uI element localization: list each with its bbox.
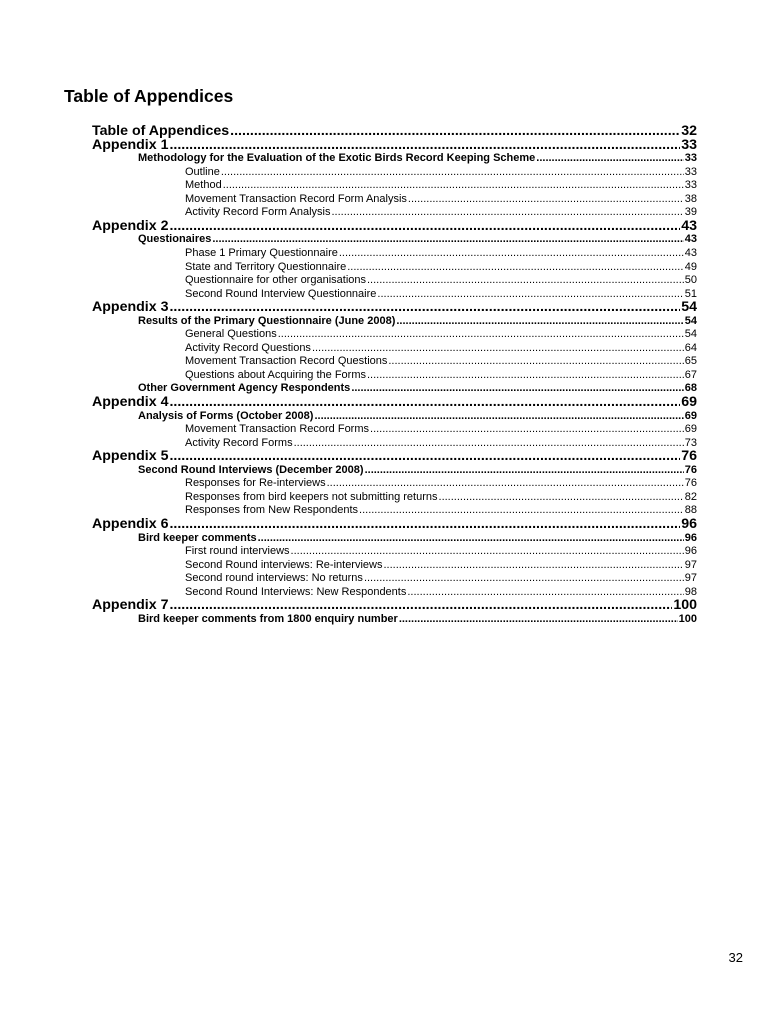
toc-entry-title: Table of Appendices [92, 123, 230, 139]
toc-entry-title: Appendix 7 [92, 597, 169, 614]
toc-entry-title: Phase 1 Primary Questionnaire [185, 246, 338, 259]
toc-entry-title: Method [185, 179, 222, 192]
toc-entry-title: Methodology for the Evaluation of the Exotic Birds Record Keeping Scheme [138, 152, 536, 165]
toc-entry-title: Second round interviews: No returns [185, 572, 363, 585]
toc-entry[interactable] [92, 218, 697, 234]
toc-entry-title: Outline [185, 165, 220, 178]
toc-entry[interactable] [138, 233, 697, 246]
toc-entry[interactable] [185, 545, 697, 558]
toc-entry-page: 69 [684, 409, 697, 422]
toc-dot-leader [278, 328, 684, 341]
toc-dot-leader [365, 464, 684, 477]
toc-entry-title: Responses from New Respondents [185, 504, 359, 517]
toc-entry-title: Second Round Interview Questionnaire [185, 287, 377, 300]
toc-entry[interactable] [138, 532, 697, 545]
toc-entry-page: 73 [684, 436, 697, 449]
toc-dot-leader [339, 247, 684, 260]
toc-entry-title: Movement Transaction Record Form Analysis [185, 192, 407, 205]
toc-dot-leader [364, 572, 684, 585]
toc-entry-title: Activity Record Form Analysis [185, 206, 331, 219]
toc-entry[interactable] [92, 597, 697, 613]
toc-entry[interactable] [138, 152, 697, 165]
toc-dot-leader [367, 274, 684, 287]
toc-dot-leader [169, 137, 680, 153]
toc-entry-title: Bird keeper comments from 1800 enquiry number [138, 612, 398, 625]
toc-dot-leader [169, 448, 680, 464]
toc-entry-page: 54 [684, 314, 697, 327]
toc-entry[interactable] [92, 299, 697, 315]
toc-entry-page: 96 [684, 531, 697, 544]
toc-entry-page: 76 [684, 477, 697, 490]
toc-entry[interactable] [185, 247, 697, 260]
toc-entry-title: Questionaires [138, 233, 212, 246]
toc-dot-leader [212, 233, 683, 246]
toc-entry[interactable] [185, 423, 697, 436]
toc-dot-leader [258, 532, 684, 545]
toc-entry[interactable] [185, 355, 697, 368]
toc-entry-title: Second Round Interviews (December 2008) [138, 463, 364, 476]
toc-dot-leader [370, 423, 684, 436]
toc-entry-page: 96 [684, 545, 697, 558]
toc-entry[interactable] [185, 369, 697, 382]
toc-entry[interactable] [138, 464, 697, 477]
toc-entry-title: Analysis of Forms (October 2008) [138, 409, 314, 422]
toc-entry-page: 51 [684, 287, 697, 300]
toc-entry-page: 67 [684, 368, 697, 381]
toc-dot-leader [347, 261, 684, 274]
toc-dot-leader [399, 613, 678, 626]
toc-entry-page: 54 [681, 299, 697, 316]
toc-entry-page: 33 [684, 165, 697, 178]
toc-entry-page: 96 [681, 515, 697, 532]
toc-entry-page: 49 [684, 260, 697, 273]
toc-dot-leader [169, 597, 672, 613]
toc-entry-page: 64 [684, 341, 697, 354]
toc-entry-title: General Questions [185, 328, 277, 341]
toc-entry-title: Appendix 2 [92, 217, 169, 234]
page-title: Table of Appendices [64, 86, 234, 106]
toc-entry-page: 88 [684, 504, 697, 517]
toc-entry-page: 76 [684, 463, 697, 476]
toc-entry[interactable] [185, 491, 697, 504]
toc-dot-leader [536, 152, 683, 165]
toc-dot-leader [388, 355, 683, 368]
toc-entry-page: 43 [684, 233, 697, 246]
toc-dot-leader [314, 410, 683, 423]
toc-dot-leader [396, 315, 683, 328]
toc-entry-title: Second Round Interviews: New Respondents [185, 585, 407, 598]
toc-entry-page: 97 [684, 558, 697, 571]
toc-entry-title: Other Government Agency Respondents [138, 382, 351, 395]
toc-dot-leader [327, 477, 684, 490]
toc-entry-title: Appendix 3 [92, 299, 169, 316]
toc-entry[interactable] [185, 328, 697, 341]
toc-entry-page: 100 [678, 612, 697, 625]
toc-entry-page: 82 [684, 490, 697, 503]
toc-entry-page: 39 [684, 206, 697, 219]
toc-entry-title: Questionnaire for other organisations [185, 274, 366, 287]
page-number: 32 [728, 950, 743, 965]
toc-entry[interactable] [185, 572, 697, 585]
toc-entry[interactable] [185, 193, 697, 206]
toc-entry-title: First round interviews [185, 545, 290, 558]
toc-entry-title: Responses for Re-interviews [185, 477, 326, 490]
toc-dot-leader [439, 491, 684, 504]
toc-entry[interactable] [185, 166, 697, 179]
toc-entry[interactable] [138, 410, 697, 423]
toc-entry-page: 100 [673, 597, 697, 614]
toc-entry[interactable] [138, 613, 697, 626]
toc-entry-page: 33 [684, 179, 697, 192]
toc-dot-leader [383, 559, 683, 572]
toc-entry-title: Appendix 5 [92, 448, 169, 465]
toc-entry-title: Questions about Acquiring the Forms [185, 368, 366, 381]
toc-entry-title: Bird keeper comments [138, 531, 257, 544]
toc-entry[interactable] [185, 342, 697, 355]
toc-entry-page: 54 [684, 328, 697, 341]
toc-entry[interactable] [185, 559, 697, 572]
toc-entry-page: 38 [684, 192, 697, 205]
toc-dot-leader [312, 342, 684, 355]
toc-dot-leader [221, 166, 684, 179]
toc-entry[interactable] [185, 261, 697, 274]
toc-entry-title: State and Territory Questionnaire [185, 260, 347, 273]
toc-entry-page: 69 [681, 394, 697, 410]
toc-entry-page: 68 [684, 382, 697, 395]
toc-entry-title: Activity Record Forms [185, 436, 293, 449]
toc-entry-page: 76 [681, 448, 697, 465]
toc-entry-title: Responses from bird keepers not submitting returns [185, 490, 438, 503]
toc-entry[interactable] [92, 516, 697, 532]
toc-dot-leader [169, 516, 680, 532]
toc-entry-page: 69 [684, 423, 697, 436]
toc-entry-title: Appendix 4 [92, 394, 169, 410]
toc-entry[interactable] [92, 137, 697, 153]
toc-entry-page: 43 [681, 217, 697, 234]
toc-entry[interactable] [185, 477, 697, 490]
toc-dot-leader [169, 218, 680, 234]
toc-entry-page: 98 [684, 585, 697, 598]
toc-entry-title: Appendix 1 [92, 136, 169, 153]
toc-entry-title: Movement Transaction Record Questions [185, 355, 388, 368]
toc-entry-page: 65 [684, 355, 697, 368]
toc-entry-page: 50 [684, 274, 697, 287]
toc-entry-page: 97 [684, 572, 697, 585]
toc-entry-title: Results of the Primary Questionnaire (June 2008) [138, 314, 396, 327]
toc-entry[interactable] [185, 274, 697, 287]
toc-entry[interactable] [92, 394, 697, 410]
toc-entry-page: 33 [681, 136, 697, 153]
toc-dot-leader [367, 369, 684, 382]
toc-dot-leader [408, 193, 684, 206]
toc-dot-leader [223, 179, 684, 192]
toc-entry-title: Second Round interviews: Re-interviews [185, 558, 383, 571]
toc-entry[interactable] [92, 448, 697, 464]
toc-dot-leader [169, 394, 680, 410]
toc-entry[interactable] [138, 315, 697, 328]
toc-entry-page: 32 [681, 123, 697, 139]
toc-entry-page: 33 [684, 152, 697, 165]
toc-entry[interactable] [185, 179, 697, 192]
toc-dot-leader [291, 545, 684, 558]
toc-entry-page: 43 [684, 246, 697, 259]
toc-entry-title: Activity Record Questions [185, 341, 311, 354]
toc-dot-leader [169, 299, 680, 315]
toc-entry-title: Movement Transaction Record Forms [185, 423, 370, 436]
toc-entry-title: Appendix 6 [92, 515, 169, 532]
